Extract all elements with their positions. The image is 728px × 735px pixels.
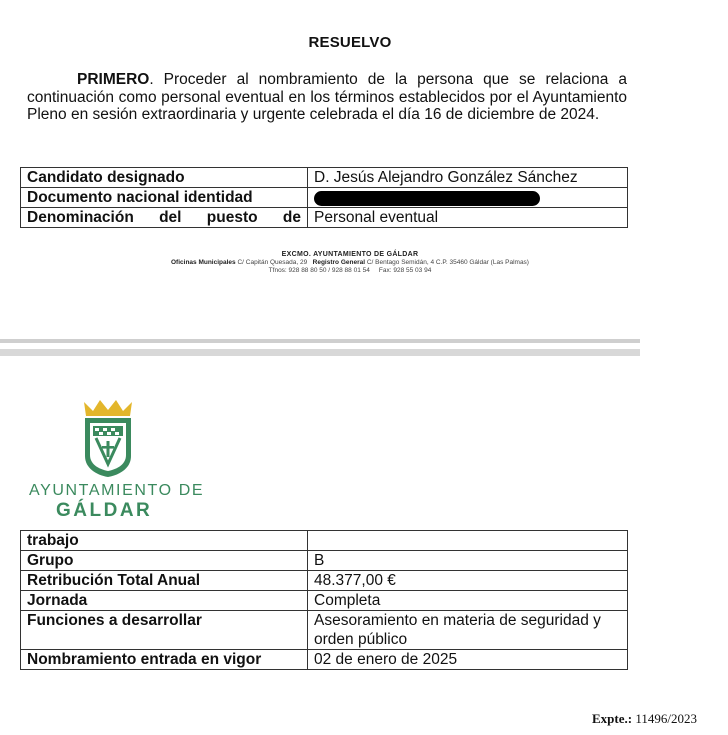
dni-value bbox=[308, 188, 628, 208]
footer-oficinas-text: C/ Capitán Quesada, 29 bbox=[237, 259, 308, 266]
dni-label: Documento nacional identidad bbox=[21, 188, 308, 208]
redaction-mark bbox=[314, 191, 540, 206]
table-row bbox=[21, 208, 628, 228]
row-label: Retribución Total Anual bbox=[21, 571, 308, 591]
coat-of-arms-icon bbox=[80, 398, 136, 478]
footer-title: EXCMO. AYUNTAMIENTO DE GÁLDAR bbox=[281, 251, 419, 258]
table-row bbox=[21, 591, 628, 611]
table-row bbox=[21, 551, 628, 571]
position-value: Personal eventual bbox=[308, 208, 628, 228]
table-row bbox=[21, 571, 628, 591]
position-label bbox=[21, 208, 308, 228]
position-details-table bbox=[20, 530, 628, 670]
row-value: 02 de enero de 2025 bbox=[308, 650, 628, 670]
candidate-label: Candidato designado bbox=[21, 168, 308, 188]
logo-line2: GÁLDAR bbox=[56, 500, 153, 521]
footer-registro-text: C/ Bentago Semidán, 4 C.P. 35460 Gáldar (Las Palmas) bbox=[366, 259, 529, 266]
page-separator bbox=[0, 349, 640, 356]
row-value: Completa bbox=[308, 591, 628, 611]
candidate-value: D. Jesús Alejandro González Sánchez bbox=[308, 168, 628, 188]
resolution-paragraph bbox=[27, 71, 627, 124]
footer-registro-label: Registro General bbox=[312, 259, 366, 266]
letterhead-footer bbox=[0, 251, 700, 275]
footer-fax: Fax: 928 55 03 94 bbox=[378, 267, 432, 274]
row-label: Jornada bbox=[21, 591, 308, 611]
row-label: Grupo bbox=[21, 551, 308, 571]
expte-label: Expte.: bbox=[592, 711, 633, 726]
row-value: Asesoramiento en materia de seguridad y orden público bbox=[308, 611, 628, 650]
row-value: B bbox=[308, 551, 628, 571]
position-label-word: puesto bbox=[206, 209, 258, 226]
paragraph-text: . Proceder al nombramiento de la persona que se relaciona a continuación como personal eventual en los términos establecidos por el Ayuntamiento Pleno en sesión extraordinaria y urgente celebrada el día 16 de diciembre de 2024. bbox=[27, 71, 627, 123]
logo-line1: AYUNTAMIENTO DE bbox=[29, 482, 205, 499]
footer-contact bbox=[0, 267, 700, 275]
position-label-word: Denominación bbox=[27, 209, 134, 226]
footer-phones: Tfnos: 928 88 80 50 / 928 88 01 54 bbox=[268, 267, 370, 274]
footer-oficinas-label: Oficinas Municipales bbox=[171, 259, 236, 266]
row-label: Nombramiento entrada en vigor bbox=[21, 650, 308, 670]
page-separator bbox=[0, 339, 640, 343]
row-label: trabajo bbox=[21, 531, 308, 551]
footer-address bbox=[0, 259, 700, 267]
table-row bbox=[21, 531, 628, 551]
table-row bbox=[21, 188, 628, 208]
row-value bbox=[308, 531, 628, 551]
row-value: 48.377,00 € bbox=[308, 571, 628, 591]
page-heading: RESUELVO bbox=[308, 34, 392, 51]
expte-number: 11496/2023 bbox=[635, 711, 697, 726]
table-row bbox=[21, 611, 628, 650]
file-reference bbox=[592, 711, 697, 727]
paragraph-lead: PRIMERO bbox=[77, 71, 150, 88]
appointment-table bbox=[20, 167, 628, 228]
table-row bbox=[21, 168, 628, 188]
table-row bbox=[21, 650, 628, 670]
row-label: Funciones a desarrollar bbox=[21, 611, 308, 650]
position-label-word: del bbox=[159, 209, 182, 226]
position-label-word: de bbox=[282, 209, 301, 226]
